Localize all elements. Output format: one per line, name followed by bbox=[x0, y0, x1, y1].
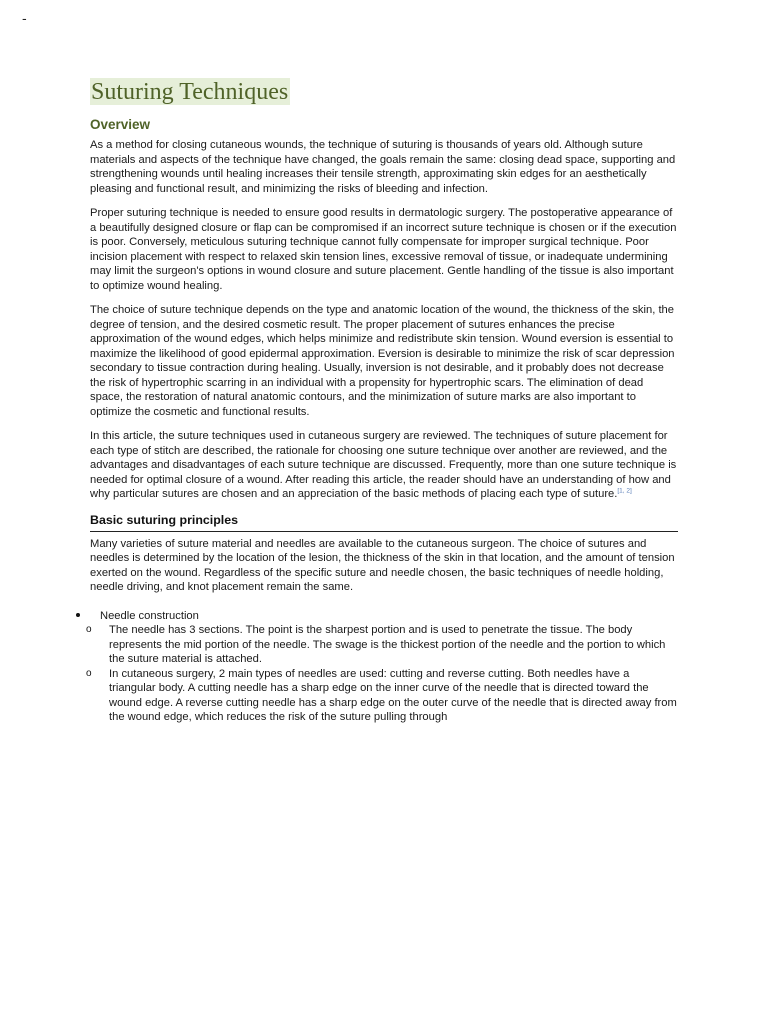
overview-paragraph-2: Proper suturing technique is needed to ensure good results in dermatologic surgery. The postoperative appearance of a beautifully designed closure or flap can be compromised if an incorrect suture technique is chosen or if the execution is poor. Conversely, meticulous suturing technique cannot fully compensate for improper surgical technique. Poor incision placement with respect to relaxed skin tension lines, excessive removal of tissue, or inadequate undermining may limit the surgeon's options in wound closure and suture placement. Gentle handling of the tissue is also important to optimize wound healing. bbox=[90, 207, 677, 292]
overview-paragraph-4 bbox=[90, 429, 678, 502]
overview-heading: Overview bbox=[90, 117, 151, 132]
overview-paragraph-4-text: In this article, the suture techniques used in cutaneous surgery are reviewed. The techniques of suture placement for each type of stitch are described, the rationale for choosing one suture technique over another are reviewed, and the advantages and disadvantages of each suture technique are discussed. Frequently, more than one suture technique is needed for optimal closure of a wound. After reading this article, the reader should have an understanding of how and why particular sutures are chosen and an appreciation of the basic methods of placing each type of suture. bbox=[90, 430, 677, 500]
sub-list-item bbox=[86, 623, 678, 667]
basic-principles-heading: Basic suturing principles bbox=[90, 512, 678, 532]
bullet-icon bbox=[76, 613, 80, 617]
citation-link[interactable]: [1, 2] bbox=[617, 487, 632, 495]
document-title: Suturing Techniques bbox=[91, 79, 289, 105]
overview-paragraph-1: As a method for closing cutaneous wounds, the technique of suturing is thousands of years old. Although suture materials and aspects of the technique have changed, the goals remain the same: closing dead space, supporting and strengthening wounds until healing increases their tensile strength, approximating skin edges for an aesthetically pleasing and functional result, and minimizing the risks of bleeding and infection. bbox=[90, 139, 676, 195]
basic-principles-paragraph: Many varieties of suture material and needles are available to the cutaneous surgeon. The choice of sutures and needles is determined by the location of the lesion, the thickness of the skin in that location, and the amount of tension exerted on the wound. Regardless of the specific suture and needle chosen, the basic techniques of needle holding, needle driving, and knot placement remain the same. bbox=[90, 537, 675, 593]
overview-paragraph-3: The choice of suture technique depends on the type and anatomic location of the wound, the thickness of the skin, the degree of tension, and the desired cosmetic result. The proper placement of sutures enhances the precise approximation of the wound edges, which helps minimize and redistribute skin tension. Wound eversion is essential to maximize the likelihood of good epidermal approximation. Eversion is desirable to minimize the risk of scar depression secondary to tissue contraction during healing. Usually, inversion is not desirable, and it probably does not decrease the risk of hypertrophic scarring in an individual with a propensity for hypertrophic scars. The elimination of dead space, the restoration of natural anatomic contours, and the minimization of suture marks are also important to optimize the cosmetic and functional results. bbox=[90, 304, 675, 418]
bullet-label: Needle construction bbox=[100, 609, 199, 622]
sub-item-text: The needle has 3 sections. The point is the sharpest portion and is used to penetrate the tissue. The body represents the mid portion of the needle. The swage is the thickest portion of the needle and the portion to which the suture material is attached. bbox=[109, 624, 666, 665]
document-page bbox=[86, 78, 678, 725]
sub-list-item bbox=[86, 667, 678, 725]
list-item bbox=[90, 609, 678, 624]
sub-item-text: In cutaneous surgery, 2 main types of needles are used: cutting and reverse cutting. Both needles have a triangular body. A cutting needle has a sharp edge on the inner curve of the needle that is directed toward the wound edge. A reverse cutting needle has a sharp edge on the outer curve of the needle that is directed away from the wound edge, which reduces the risk of the suture pulling through bbox=[109, 667, 677, 723]
page-corner-mark: - bbox=[22, 12, 27, 27]
needle-construction-list bbox=[86, 609, 678, 725]
hollow-bullet-icon: o bbox=[86, 667, 92, 679]
hollow-bullet-icon: o bbox=[86, 624, 92, 635]
